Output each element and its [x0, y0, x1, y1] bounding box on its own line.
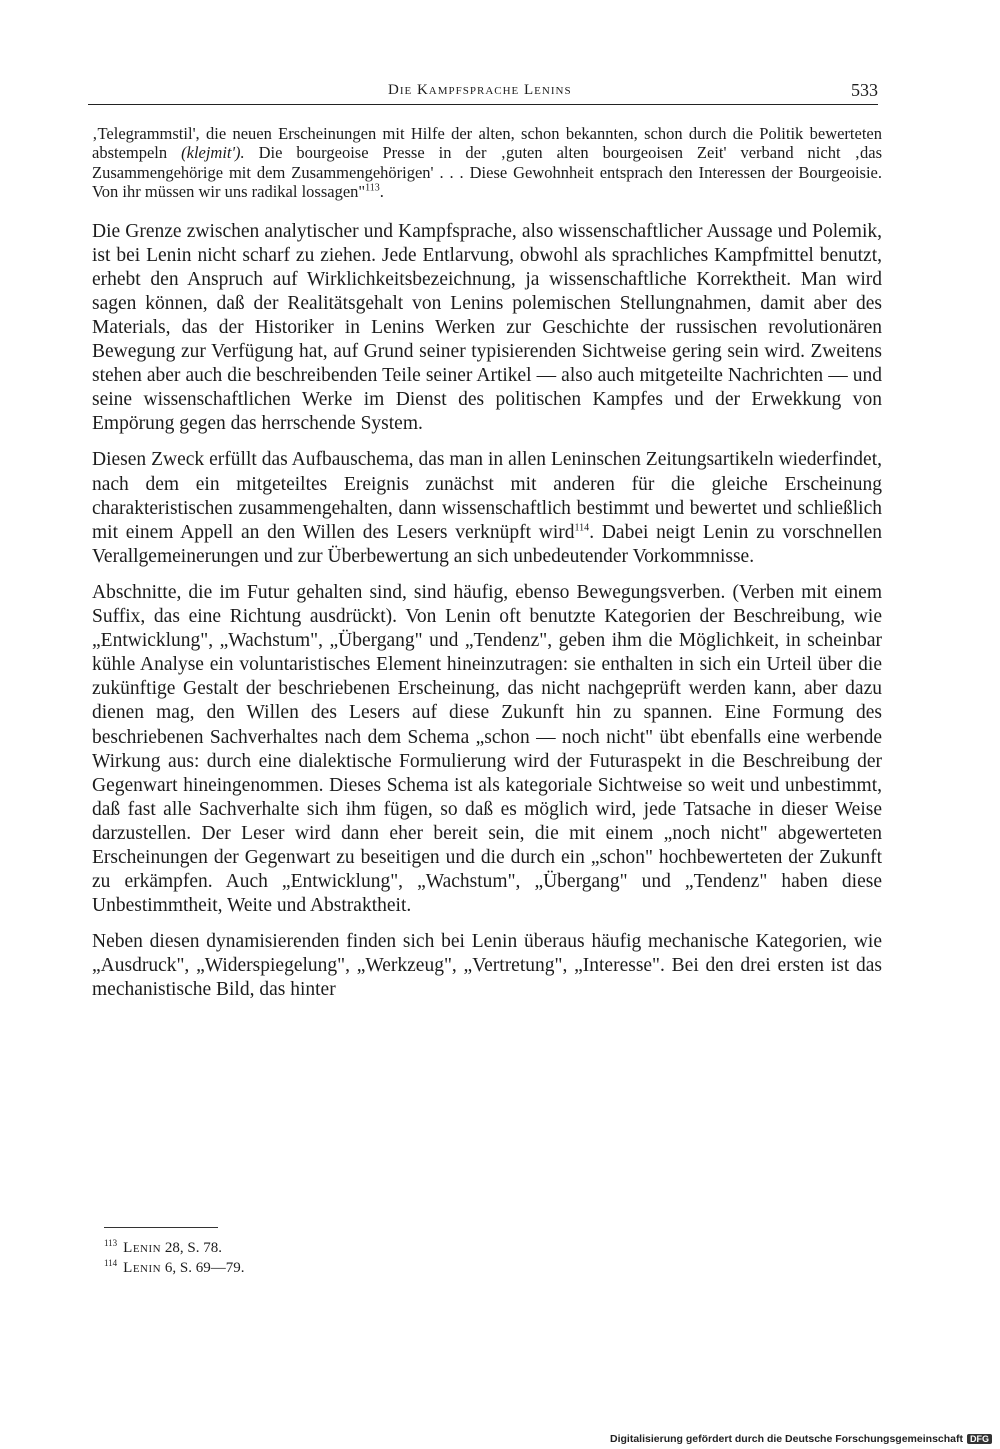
page-body — [92, 124, 882, 1015]
page-number: 533 — [851, 80, 878, 100]
block-quote — [92, 124, 882, 202]
credit-text: Digitalisierung gefördert durch die Deutsche Forschungsgemeinschaft — [610, 1433, 963, 1445]
paragraph-2 — [92, 448, 882, 568]
footnote-114 — [104, 1258, 604, 1278]
footnote-ref-113[interactable]: 113 — [365, 182, 380, 194]
running-title: Die Kampfsprache Lenins — [388, 82, 572, 98]
paragraph-4: Neben diesen dynamisierenden finden sich bei Lenin überaus häufig mechanische Kategorien, wie „Ausdruck", „Widerspiegelung", „Werkzeug", „Vertretung", „Interesse". Bei den drei ersten ist das mechanistische Bild, das hinter — [92, 931, 882, 1001]
header-rule — [88, 104, 878, 105]
paragraph-3: Abschnitte, die im Futur gehalten sind, sind häufig, ebenso Bewegungsverben. (Verben mit einem Suffix, das eine Richtung ausdrückt). Von Lenin oft benutzte Kategorien der Beschreibung, wie „Entwicklung", „Wachstum", „Übergang" und „Tendenz", geben ihm die Möglichkeit, in scheinbar kühle Analyse ein voluntaristisches Element hineinzutragen: sie enthalten in sich ein Urteil über die zukünftige Gestalt der beschriebenen Erscheinung, das nicht nachgeprüft werden kann, aber dazu dienen mag, den Willen des Lesers auf diese Zukunft hin zu spannen. Eine Formung des beschriebenen Sachverhaltes nach dem Schema „schon — noch nicht" übt ebenfalls eine werbende Wirkung aus: durch eine dialektische Formulierung wird der Futuraspekt in die Beschreibung der Gegenwart hineingenommen. Dieses Schema ist als kategoriale Sichtweise so weit und unbestimmt, daß fast alle Sachverhalte sich ihm fügen, so daß es möglich wird, jede Tatsache in dieser Weise darzustellen. Der Leser wird dann eher bereit sein, die mit einem „noch nicht" abgewerteten Erscheinungen der Gegenwart zu beseitigen und die durch ein „schon" hochbewerteten der Zukunft zu erkämpfen. Auch „Entwicklung", „Wachstum", „Übergang" und „Tendenz" haben diese Unbestimmtheit, Weite und Abstraktheit. — [92, 581, 882, 917]
quote-italic-term: (klejmit'). — [181, 143, 245, 163]
digitization-credit — [610, 1433, 992, 1445]
footnote-author: Lenin — [123, 1240, 162, 1256]
paragraph-1: Die Grenze zwischen analytischer und Kampfsprache, also wissenschaftlicher Aussage und Polemik, ist bei Lenin nicht scharf zu ziehen. Jede Entlarvung, obwohl als sprachliches Kampfmittel benutzt, erhebt den Anspruch auf Wirklichkeitsbezeichnung, ja wissenschaftliche Korrektheit. Man wird sagen können, daß der Realitätsgehalt von Lenins polemischen Stellungnahmen, damit aber des Materials, das der Historiker in Lenins Werken zur Geschichte der russischen revolutionären Bewegung zur Verfügung hat, auf Grund seiner typisierenden Sichtweise gering sein wird. Zweitens stehen aber auch die beschreibenden Teile seiner Artikel — also auch mitgeteilte Nachrichten — und seine wissenschaftlichen Werke im Dienst des politischen Kampfes und der Erwekkung von Empörung gegen das herrschende System. — [92, 220, 882, 435]
quote-text-b: Die bourgeoise Presse in der ‚guten alten bourgeoisen Zeit' verband nicht ‚das Zusammengehörige mit dem Zusammengehörigen' . . . Diese Gewohnheit entsprach den Interessen der Bourgeoisie. Von ihr müssen wir uns radikal lossagen" — [92, 143, 883, 202]
quote-text-c: . — [379, 182, 384, 202]
dfg-logo-badge: DFG — [967, 1434, 992, 1444]
footnote-number: 113 — [104, 1238, 118, 1248]
footnote-number: 114 — [104, 1258, 118, 1268]
paragraph-2-text-a: Diesen Zweck erfüllt das Aufbauschema, das man in allen Leninschen Zeitungsartikeln wiederfindet, nach dem ein mitgeteiltes Ereignis zunächst mit anderen für die gleiche Erscheinung charakteristischen zusammengehalten, dann wissenschaftlich bestimmt und bewertet und schließlich mit einem Appell an den Willen des Lesers verknüpft wird — [92, 449, 882, 543]
footnote-author: Lenin — [123, 1260, 162, 1276]
quote-text-a: ‚Telegrammstil', die neuen Erscheinungen mit Hilfe der alten, schon bekannten, schon durch die Politik bewerteten abstempeln — [92, 124, 882, 163]
footnotes — [104, 1238, 604, 1278]
footnote-ref: 28, S. 78. — [161, 1240, 222, 1256]
footnote-ref: 6, S. 69—79. — [161, 1260, 245, 1276]
footnote-113 — [104, 1238, 604, 1258]
paragraph-2-text-b: . Dabei neigt Lenin zu vorschnellen Verallgemeinerungen und zur Überbewertung an sich unbedeutender Vorkommnisse. — [92, 521, 883, 567]
footnote-rule — [104, 1227, 218, 1228]
footnote-ref-114[interactable]: 114 — [574, 522, 590, 534]
running-header — [88, 80, 878, 104]
